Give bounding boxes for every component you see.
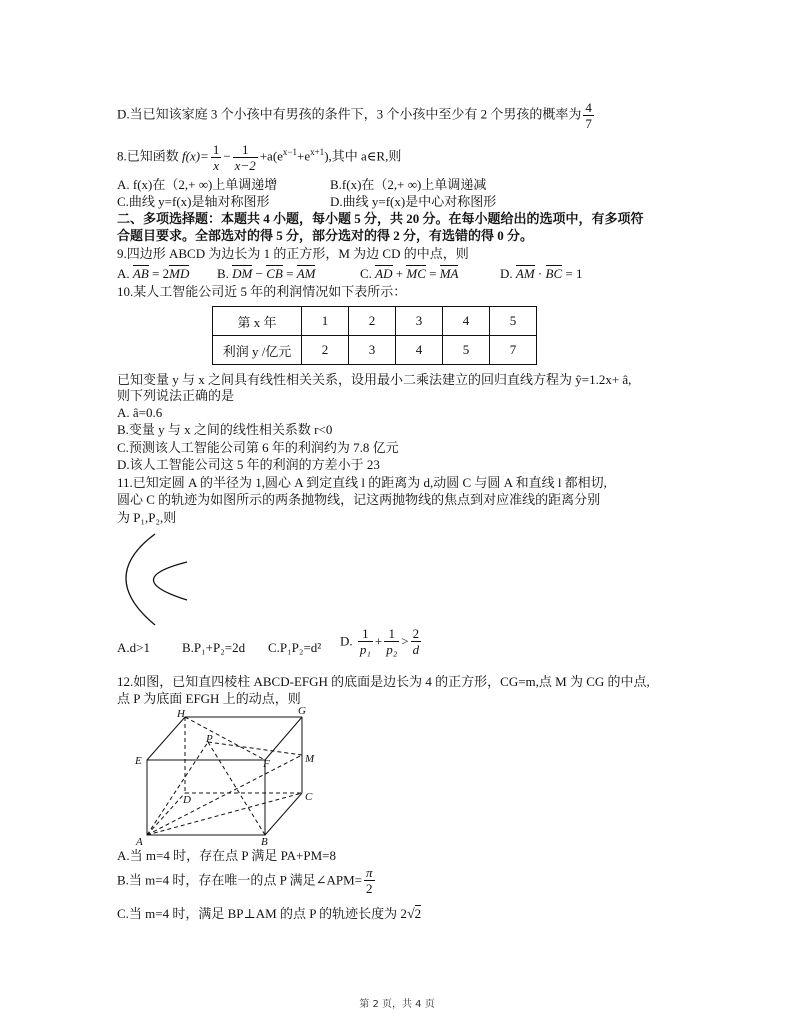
- text: = 2: [148, 266, 170, 281]
- outer-parabola: [126, 534, 155, 625]
- q8-end: ),其中 a∈R,则: [324, 148, 402, 164]
- solid-edges: [147, 717, 302, 835]
- table-cell: 2: [349, 307, 396, 336]
- vector: MC: [406, 266, 426, 281]
- q11-option-b: B.P₁+P₂=2d: [182, 640, 246, 655]
- section2-line1: 二、多项选择题：本题共 4 小题，每小题 5 分，共 20 分。在每小题给出的选项中，有多项符: [117, 211, 644, 226]
- vector: AM: [296, 266, 316, 281]
- q9-option-d: [500, 265, 582, 282]
- label-e: E: [135, 755, 142, 767]
- q8-mid: +e: [297, 148, 311, 164]
- label-d: D: [183, 794, 191, 806]
- op: =: [282, 266, 297, 281]
- frac-num: 2: [412, 626, 420, 641]
- table-cell: 7: [490, 336, 537, 365]
- vector: DM: [232, 266, 253, 281]
- q7-option-d: [117, 100, 596, 131]
- q8-stem: [117, 142, 401, 173]
- sqrt-radicand: 2: [414, 906, 422, 921]
- frac-den: p₂: [386, 642, 398, 657]
- q11-option-d: [340, 626, 423, 657]
- text: B.当 m=4 时，存在唯一的点 P 满足∠APM=: [117, 872, 363, 888]
- label: C.: [360, 266, 376, 281]
- q10-option-b: B.变量 y 与 x 之间的线性相关系数 r<0: [117, 422, 333, 437]
- q11-line1: 11.已知定圆 A 的半径为 1,圆心 A 到定直线 l 的距离为 d,动圆 C 与圆 A 和直线 l 都相切,: [117, 475, 607, 490]
- op: ·: [534, 266, 546, 281]
- label: D.: [500, 266, 516, 281]
- q11d-frac2: [384, 626, 399, 657]
- label: A.: [117, 266, 133, 281]
- table-cell: 3: [349, 336, 396, 365]
- inner-parabola: [154, 562, 188, 600]
- q8-option-a: A. f(x)在（2,+ ∞)上单调递增: [117, 177, 278, 192]
- table-row: [213, 307, 537, 336]
- q12-prism-figure: [130, 705, 330, 850]
- q11-line3: 为 P₁,P₂,则: [117, 510, 177, 525]
- page-footer: 第 2 页，共 4 页: [359, 999, 435, 1010]
- q10-profit-table: [212, 306, 537, 365]
- op: = 1: [562, 266, 583, 281]
- table-row: [213, 336, 537, 365]
- table-header-cell: 利润 y /亿元: [213, 336, 302, 365]
- q12b-frac: [364, 865, 375, 896]
- q12-line2: 点 P 为底面 EFGH 上的动点，则: [117, 691, 301, 706]
- q10-line1: 已知变量 y 与 x 之间具有线性相关关系，设用最小二乘法建立的回归直线方程为 ŷ=1.2x+ â,: [117, 372, 632, 387]
- q8-sup1: x−1: [282, 147, 297, 158]
- q8-prefix: 8.已知函数: [117, 148, 183, 164]
- q8-option-d: D.曲线 y=f(x)是中心对称图形: [330, 194, 497, 209]
- frac-num: 4: [585, 100, 592, 115]
- frac-den: 2: [366, 881, 373, 896]
- q10-stem: 10.某人工智能公司近 5 年的利润情况如下表所示：: [117, 284, 407, 299]
- vector: AD: [375, 266, 393, 281]
- frac-den: d: [412, 642, 420, 657]
- q12-line1: 12.如图，已知直四棱柱 ABCD-EFGH 的底面是边长为 4 的正方形，CG=m,点 M 为 CG 的中点,: [117, 674, 650, 689]
- q10-option-d: D.该人工智能公司这 5 年的利润的方差小于 23: [117, 457, 380, 472]
- frac-den: x: [213, 158, 219, 173]
- dashed-edges: [147, 717, 302, 835]
- q9-option-c: [360, 265, 458, 282]
- label-b: B: [261, 836, 268, 848]
- frac-den: 7: [585, 116, 592, 131]
- label-f: F: [263, 758, 270, 770]
- label-a: A: [136, 836, 143, 848]
- q12-option-b: [117, 865, 377, 896]
- vertex-labels: [134, 705, 315, 848]
- table-header-cell: 第 x 年: [213, 307, 302, 336]
- sqrt-symbol: √: [406, 907, 415, 922]
- vector: MD: [169, 266, 190, 281]
- q7d-text: D.当已知该家庭 3 个小孩中有男孩的条件下，3 个小孩中至少有 2 个男孩的概率为: [117, 106, 582, 122]
- table-cell: 4: [443, 307, 490, 336]
- q8-option-b: B.f(x)在（2,+ ∞)上单调递减: [330, 177, 487, 192]
- q11-line2: 圆心 C 的轨迹为如图所示的两条抛物线，记这两抛物线的焦点到对应准线的距离分别: [117, 492, 601, 507]
- label: B.: [217, 266, 233, 281]
- section2-line2: 合题目要求。全部选对的得 5 分，部分选对的得 2 分，有选错的得 0 分。: [117, 228, 534, 243]
- label-c: C: [305, 791, 313, 803]
- table-cell: 1: [302, 307, 349, 336]
- table-cell: 5: [490, 307, 537, 336]
- q8-option-c: C.曲线 y=f(x)是轴对称图形: [117, 194, 270, 209]
- op: +: [374, 633, 383, 649]
- q8-frac2: [233, 142, 258, 173]
- op: >: [401, 633, 409, 649]
- q10-line2: 则下列说法正确的是: [117, 388, 235, 403]
- q12-option-c: [117, 906, 421, 923]
- label-g: G: [298, 705, 306, 717]
- vector: AB: [132, 266, 149, 281]
- label-h: H: [177, 708, 185, 720]
- q8-minus: −: [223, 148, 231, 164]
- q8-sup2: x+1: [310, 147, 325, 158]
- q11-option-c: C.P₁P₂=d²: [268, 640, 322, 655]
- q8-suffix: +a(e: [259, 148, 283, 164]
- vector: CB: [266, 266, 283, 281]
- frac-den: x−2: [234, 158, 256, 173]
- q9-option-b: [217, 265, 315, 282]
- q11d-frac3: [411, 626, 422, 657]
- q10-option-c: C.预测该人工智能公司第 6 年的利润约为 7.8 亿元: [117, 440, 399, 455]
- op: =: [425, 266, 440, 281]
- table-cell: 3: [396, 307, 443, 336]
- q9-stem: 9.四边形 ABCD 为边长为 1 的正方形，M 为边 CD 的中点，则: [117, 246, 469, 261]
- frac-num: 1: [233, 142, 258, 158]
- frac-num: 1: [384, 626, 399, 642]
- q10-option-a: A. â=0.6: [117, 405, 163, 420]
- frac-den: p₁: [359, 642, 371, 657]
- vector: MA: [439, 266, 459, 281]
- vector: AM: [515, 266, 535, 281]
- table-cell: 4: [396, 336, 443, 365]
- frac-num: 1: [358, 626, 373, 642]
- table-cell: 2: [302, 336, 349, 365]
- table-cell: 5: [443, 336, 490, 365]
- label: D.: [340, 633, 356, 649]
- op: +: [392, 266, 407, 281]
- frac-num: 1: [212, 142, 220, 157]
- label-m: M: [305, 753, 315, 765]
- op: −: [252, 266, 267, 281]
- frac-num: π: [366, 865, 373, 880]
- q9-option-a: [117, 265, 189, 282]
- q8-frac1: [211, 142, 222, 173]
- q7d-fraction: [583, 100, 594, 131]
- q8-fx: f(x)=: [182, 148, 209, 164]
- q11d-frac1: [358, 626, 373, 657]
- q12-option-a: A.当 m=4 时，存在点 P 满足 PA+PM=8: [117, 848, 336, 863]
- label-p: P: [206, 733, 213, 745]
- q11-option-a: A.d>1: [117, 640, 150, 655]
- q11-parabolas-figure: [115, 530, 205, 630]
- vector: BC: [545, 266, 563, 281]
- text: C.当 m=4 时，满足 BP⊥AM 的点 P 的轨迹长度为 2: [117, 906, 407, 921]
